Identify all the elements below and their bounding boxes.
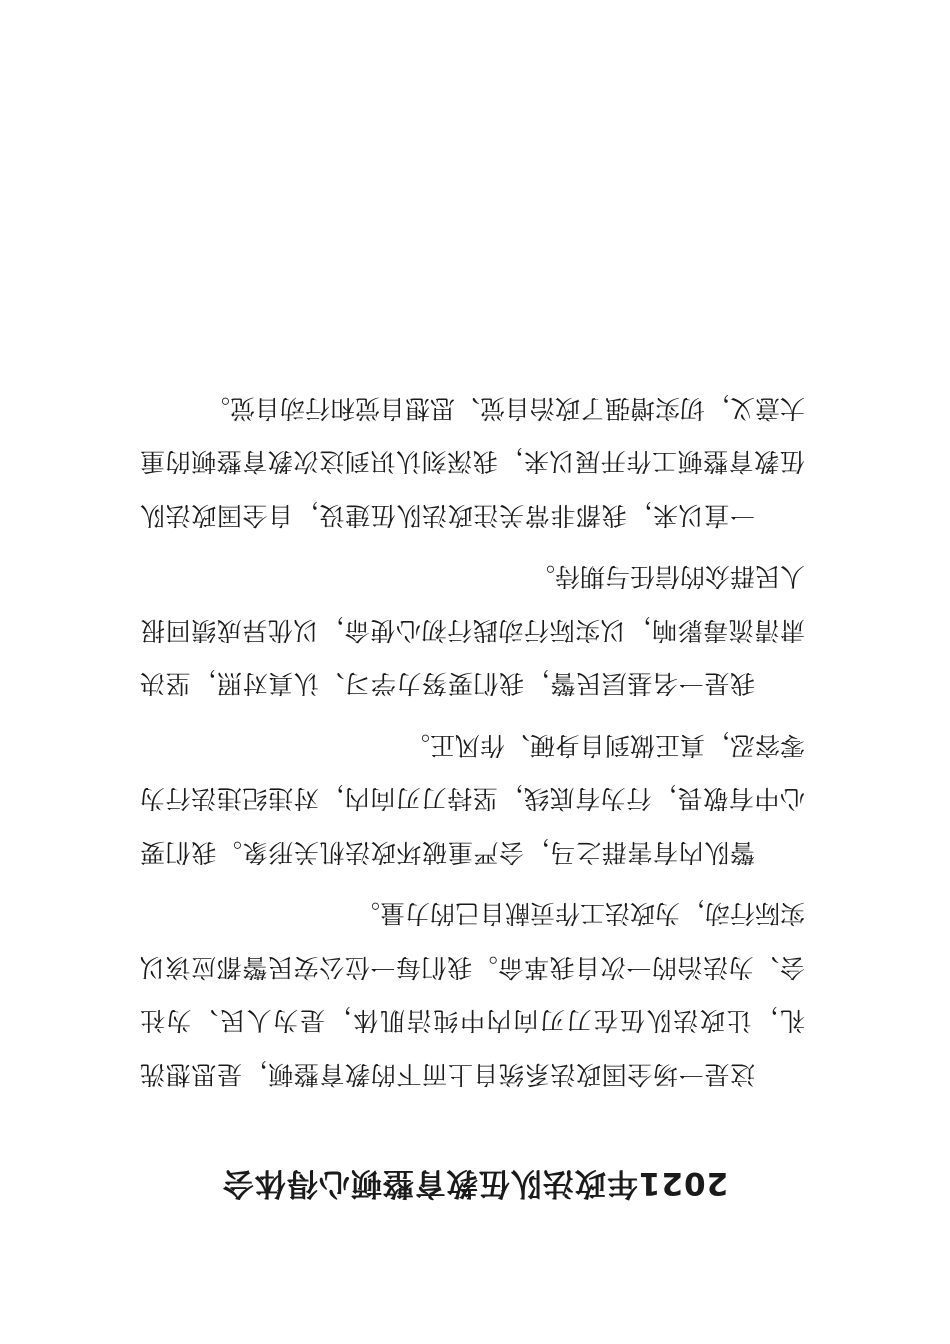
paragraph: 这是一场全国政法系统自上而下的教育整顿，是思想洗礼，让政法队伍在刀刃向内中纯洁肌体，是为人民、为社会、为法治的一次自我革命。我们每一位公安民警都应该以实际行动，为政法工作贡献自己的力量。 (140, 899, 805, 1089)
document-title: 2021年政法队伍教育整顿心得体会 (221, 1165, 729, 1201)
paragraph: 警队内有害群之马，会严重破坏政法机关形象。我们要心中有敬畏，行为有底线，坚持刀刃向内，对违纪违法行为零容忍，真正做到自身硬、作风正。 (140, 731, 805, 867)
paragraph: 我是一名基层民警，我们要努力学习、认真对照，坚决肃清流毒影响，以实际行动践行初心使命，以优异成绩回报人民群众的信任与期待。 (140, 562, 805, 699)
document-body (140, 374, 805, 1102)
paragraph: 一直以来，我都非常关注政法队伍建设，自全国政法队伍教育整顿工作开展以来，我深刻认识到这次教育整顿的重大意义，切实增强了政治自觉、思想自觉和行动自觉。 (140, 394, 805, 530)
